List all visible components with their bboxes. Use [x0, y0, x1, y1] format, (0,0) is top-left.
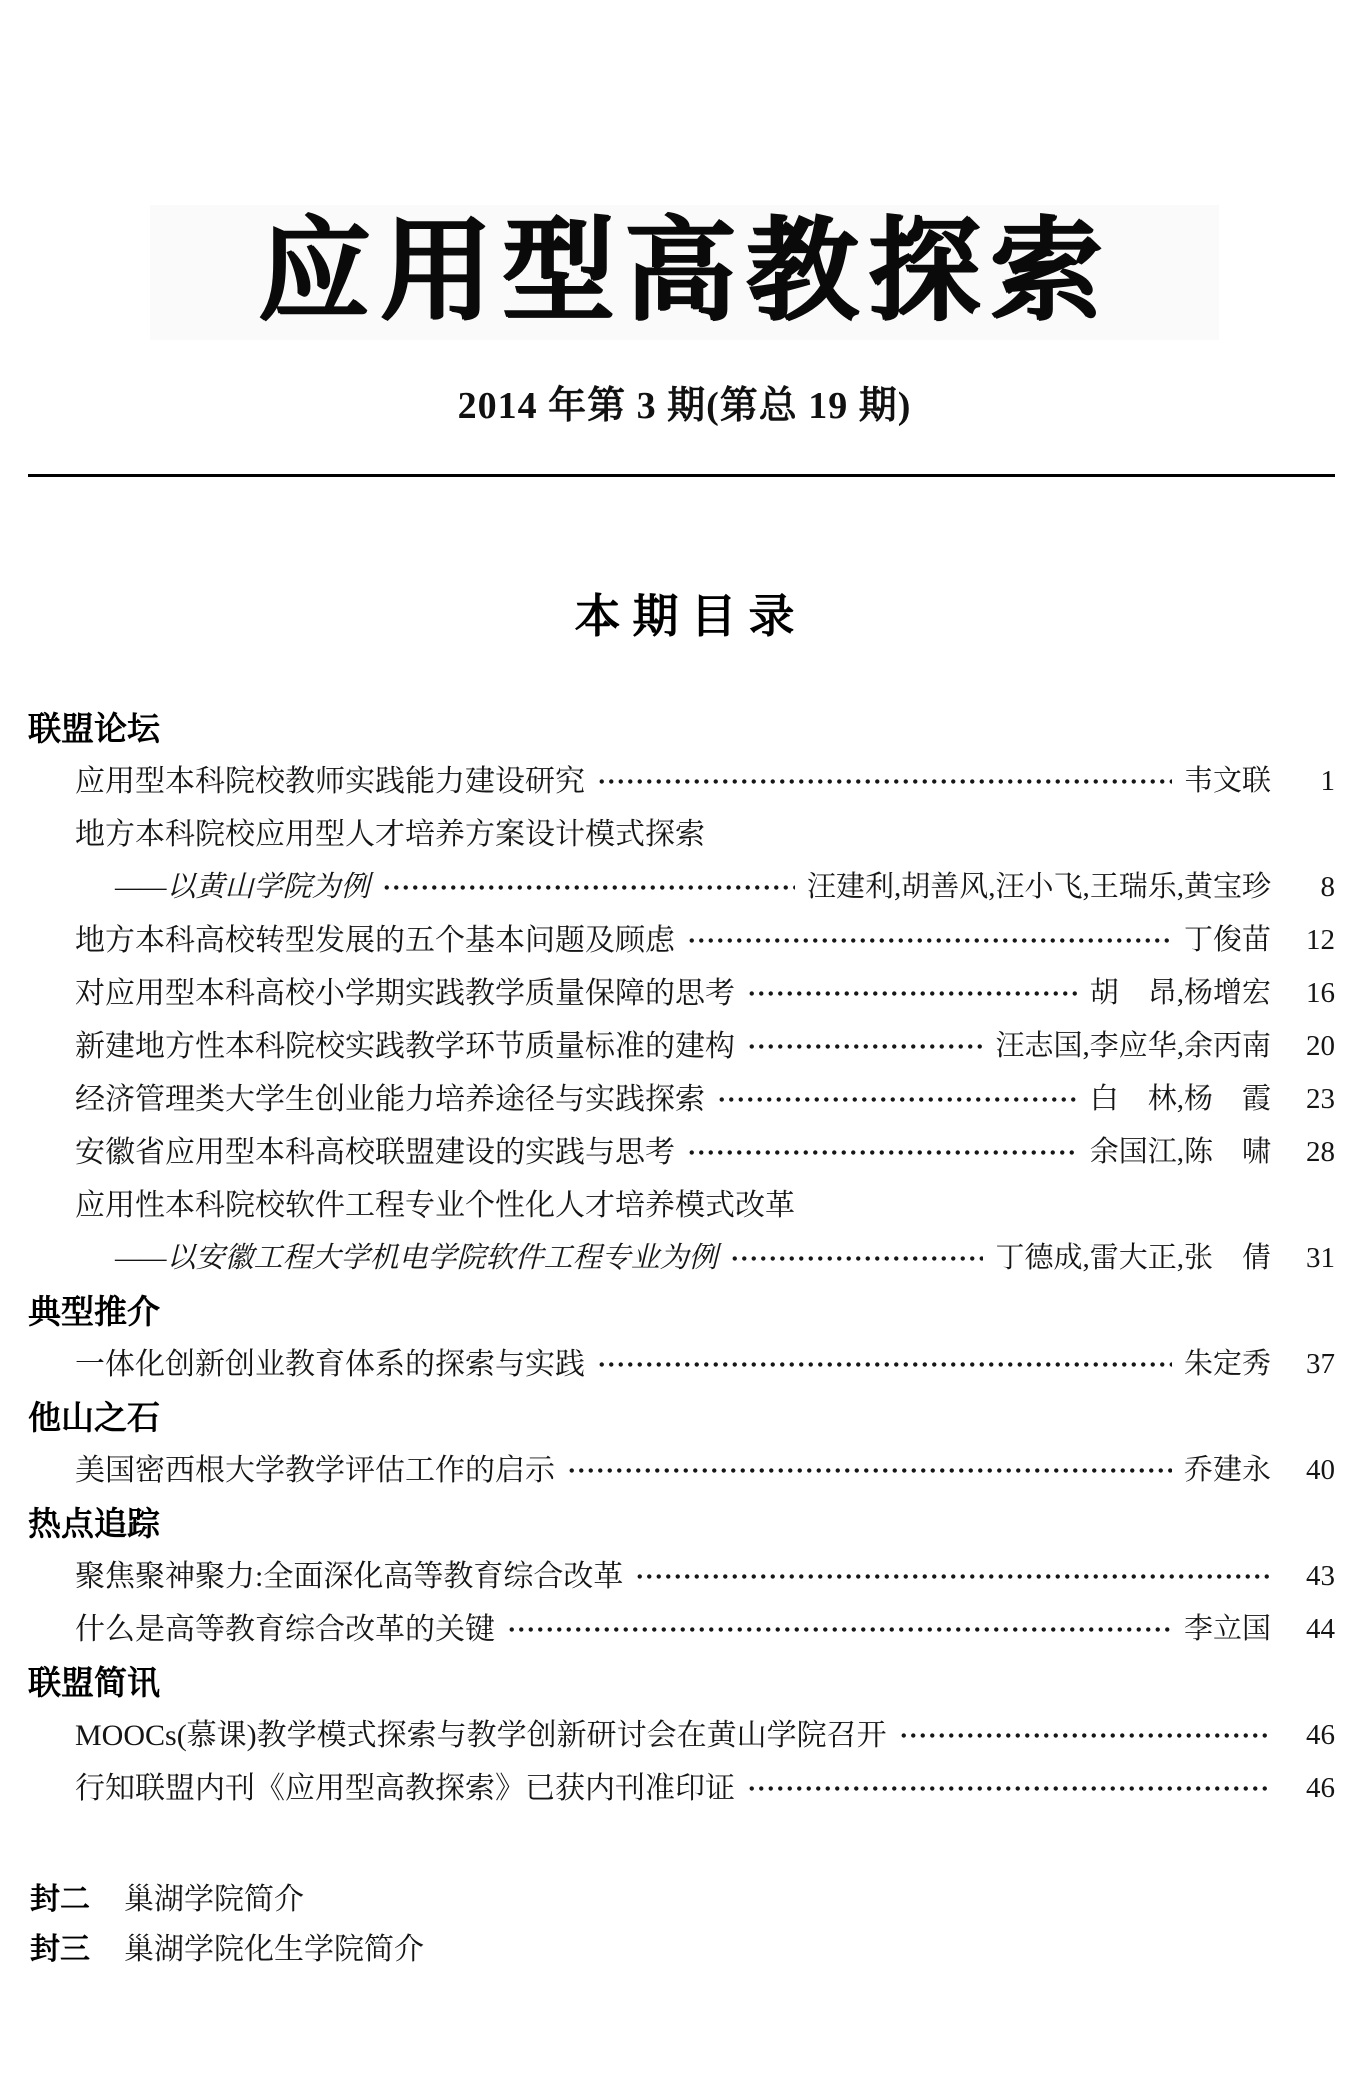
dot-leader [899, 1731, 1271, 1740]
cover-notes [0, 1875, 1369, 1975]
entry-authors: 丁俊苗 [1183, 924, 1271, 956]
entry-authors: 汪志国,李应华,余丙南 [995, 1030, 1271, 1062]
entry-title: 地方本科院校应用型人才培养方案设计模式探索 [75, 818, 705, 851]
entry-authors: 朱定秀 [1183, 1348, 1271, 1380]
entry-title: 安徽省应用型本科高校联盟建设的实践与思考 [75, 1136, 675, 1169]
dot-leader [382, 883, 795, 892]
entry-authors: 乔建永 [1183, 1454, 1271, 1486]
issue-line: 2014 年第 3 期(第总 19 期) [457, 385, 912, 427]
toc-entry [28, 914, 1335, 967]
entry-title: 什么是高等教育综合改革的关键 [75, 1613, 495, 1646]
entry-title: 新建地方性本科院校实践教学环节质量标准的建构 [75, 1030, 735, 1063]
entry-subtitle: ——以黄山学院为例 [115, 871, 370, 903]
entry-title: MOOCs(慕课)教学模式探索与教学创新研讨会在黄山学院召开 [75, 1719, 887, 1752]
cover-title: 巢湖学院简介 [124, 1883, 304, 1916]
divider-rule [28, 474, 1335, 477]
entry-page: 43 [1306, 1560, 1335, 1592]
entry-authors: 韦文联 [1183, 765, 1271, 797]
dot-leader [597, 777, 1172, 786]
section-header-redianzhuizong: 热点追踪 [28, 1505, 160, 1542]
masthead [0, 205, 1369, 430]
entry-authors: 胡 昂,杨增宏 [1089, 977, 1271, 1009]
section-header-tashanzhishi: 他山之石 [28, 1399, 160, 1436]
toc-entry [28, 1709, 1335, 1762]
entry-page: 23 [1306, 1083, 1335, 1115]
toc-title: 本期目录 [574, 590, 807, 642]
dot-leader [635, 1572, 1271, 1581]
dot-leader [717, 1095, 1078, 1104]
dot-leader [730, 1254, 984, 1263]
dot-leader [687, 1148, 1078, 1157]
toc-entry [28, 1444, 1335, 1497]
dot-leader [687, 936, 1172, 945]
toc-entry [28, 755, 1335, 808]
dot-leader [507, 1625, 1172, 1634]
entry-page: 8 [1320, 871, 1335, 903]
cover-note-row [30, 1875, 1335, 1925]
entry-page: 37 [1306, 1348, 1335, 1380]
cover-title: 巢湖学院化生学院简介 [124, 1933, 424, 1966]
entry-page: 46 [1306, 1772, 1335, 1804]
toc-entry [28, 1020, 1335, 1073]
entry-page: 31 [1306, 1242, 1335, 1274]
entry-title: 一体化创新创业教育体系的探索与实践 [75, 1348, 585, 1381]
entry-page: 1 [1320, 765, 1335, 797]
entry-authors: 白 林,杨 霞 [1089, 1083, 1271, 1115]
entry-page: 28 [1306, 1136, 1335, 1168]
entry-page: 16 [1306, 977, 1335, 1009]
toc-entry [28, 1603, 1335, 1656]
entry-subtitle: ——以安徽工程大学机电学院软件工程专业为例 [115, 1242, 718, 1274]
dot-leader [747, 989, 1078, 998]
toc-entry [28, 1762, 1335, 1815]
cover-note-row [30, 1925, 1335, 1975]
entry-title: 地方本科高校转型发展的五个基本问题及顾虑 [75, 924, 675, 957]
cover-label: 封三 [30, 1933, 90, 1966]
dot-leader [747, 1784, 1271, 1793]
entry-authors: 汪建利,胡善风,汪小飞,王瑞乐,黄宝珍 [806, 871, 1271, 903]
toc-list [0, 702, 1369, 1815]
entry-page: 40 [1306, 1454, 1335, 1486]
section-header-lianmengjianxun: 联盟简讯 [28, 1664, 160, 1701]
entry-title: 经济管理类大学生创业能力培养途径与实践探索 [75, 1083, 705, 1116]
entry-title: 应用性本科院校软件工程专业个性化人才培养模式改革 [75, 1189, 795, 1222]
toc-entry-subtitle [28, 1232, 1335, 1285]
entry-title: 对应用型本科高校小学期实践教学质量保障的思考 [75, 977, 735, 1010]
toc-entry [28, 1338, 1335, 1391]
section-header-dianxingtuijie: 典型推介 [28, 1293, 160, 1330]
cover-label: 封二 [30, 1883, 90, 1916]
journal-logo: 应用型高教探索 [150, 205, 1219, 340]
entry-title: 美国密西根大学教学评估工作的启示 [75, 1454, 555, 1487]
entry-title: 应用型本科院校教师实践能力建设研究 [75, 765, 585, 798]
dot-leader [567, 1466, 1172, 1475]
toc-entry-subtitle [28, 861, 1335, 914]
toc-entry [28, 1179, 1335, 1232]
toc-entry [28, 967, 1335, 1020]
toc-entry [28, 808, 1335, 861]
entry-authors: 丁德成,雷大正,张 倩 [995, 1242, 1271, 1274]
toc-entry [28, 1126, 1335, 1179]
entry-page: 46 [1306, 1719, 1335, 1751]
entry-title: 聚焦聚神聚力:全面深化高等教育综合改革 [75, 1560, 624, 1593]
entry-title: 行知联盟内刊《应用型高教探索》已获内刊准印证 [75, 1772, 735, 1805]
entry-authors: 余国江,陈 啸 [1089, 1136, 1271, 1168]
toc-entry [28, 1550, 1335, 1603]
entry-page: 44 [1306, 1613, 1335, 1645]
dot-leader [597, 1360, 1172, 1369]
entry-page: 20 [1306, 1030, 1335, 1062]
toc-entry [28, 1073, 1335, 1126]
dot-leader [747, 1042, 983, 1051]
section-header-lianmengluntan: 联盟论坛 [28, 710, 160, 747]
entry-authors: 李立国 [1183, 1613, 1271, 1645]
entry-page: 12 [1306, 924, 1335, 956]
